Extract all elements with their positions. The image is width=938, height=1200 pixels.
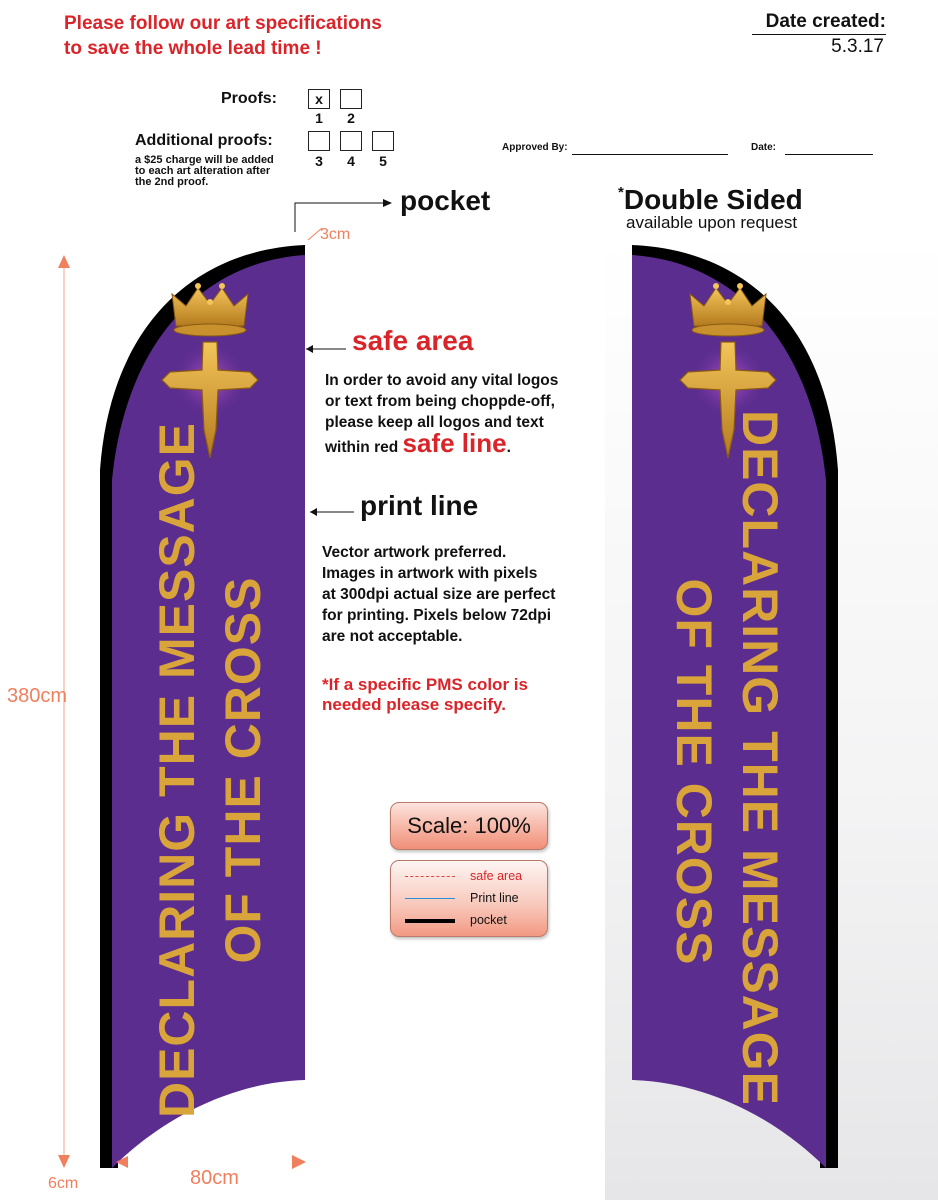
additional-note-line1: a $25 charge will be added (135, 154, 274, 166)
legend-pocket-label: pocket (470, 913, 507, 927)
print-text-line1: Vector artwork preferred. (322, 544, 507, 561)
safe-area-callout: safe area (352, 325, 474, 356)
date-created-value: 5.3.17 (831, 36, 884, 57)
double-sided-title: Double Sided (623, 184, 803, 215)
print-text-line3: at 300dpi actual size are perfect (322, 586, 556, 603)
pocket-arrow-icon (383, 199, 392, 207)
double-sided-asterisk: * (618, 184, 624, 201)
additional-proofs-label: Additional proofs: (135, 132, 273, 149)
proof-number-2: 2 (347, 110, 355, 126)
left-flag-line2: OF THE CROSS (215, 576, 271, 964)
art-spec-note-line2: to save the whole lead time ! (64, 38, 322, 59)
approved-by-label: Approved By: (502, 142, 568, 153)
proofs-label: Proofs: (221, 90, 277, 107)
safe-text-line1: In order to avoid any vital logos (325, 372, 559, 389)
proof-checkbox-1[interactable]: x (308, 89, 330, 109)
additional-note-line3: the 2nd proof. (135, 176, 209, 188)
print-text-line4: for printing. Pixels below 72dpi (322, 607, 552, 624)
proof-number-3: 3 (315, 153, 323, 169)
width-arrow-right (292, 1155, 306, 1169)
legend-print-line-label: Print line (470, 891, 519, 905)
scale-badge: Scale: 100% (390, 802, 548, 850)
height-arrow-top (58, 255, 70, 268)
art-spec-note-line1: Please follow our art specifications (64, 13, 382, 34)
legend-pocket-swatch (405, 919, 455, 923)
legend-print-line-swatch (405, 898, 455, 899)
pms-line2: needed please specify. (322, 695, 506, 714)
right-flag-line2: OF THE CROSS (666, 578, 722, 966)
bottom-dimension-label: 6cm (48, 1175, 79, 1192)
height-arrow-bottom (58, 1155, 70, 1168)
approval-date-label: Date: (751, 142, 777, 153)
additional-note-line2: to each art alteration after (135, 165, 271, 177)
safe-text-line4-row (325, 428, 595, 458)
print-text-line5: are not acceptable. (322, 628, 463, 645)
legend-safe-area-swatch (405, 876, 455, 877)
print-line-description (322, 542, 592, 647)
date-created-label: Date created: (752, 11, 886, 35)
height-dimension-label: 380cm (7, 685, 68, 707)
double-sided-subtitle: available upon request (626, 213, 798, 232)
proof-number-4: 4 (347, 153, 355, 169)
pocket-callout: pocket (400, 185, 491, 216)
pocket-dimension: 3cm (320, 226, 351, 243)
safe-line-emphasis: safe line (402, 428, 507, 458)
proof-number-5: 5 (379, 153, 387, 169)
safe-text-line2: or text from being choppde-off, (325, 393, 555, 410)
print-line-arrow-icon (310, 508, 317, 516)
print-text-line2: Images in artwork with pixels (322, 565, 538, 582)
pms-note (322, 675, 528, 715)
safe-text-line4: within red (325, 439, 399, 456)
right-flag-line1: DECLARING THE MESSAGE (732, 409, 788, 1107)
legend-safe-area-label: safe area (470, 869, 523, 883)
safe-text-period: . (506, 439, 511, 456)
pms-line1: *If a specific PMS color is (322, 675, 528, 694)
legend-box (390, 860, 548, 937)
safe-text-line3: please keep all logos and text (325, 414, 544, 431)
safe-area-arrow-icon (306, 345, 313, 353)
width-dimension-label: 80cm (190, 1167, 239, 1189)
print-line-callout: print line (360, 490, 479, 521)
left-flag-line1: DECLARING THE MESSAGE (149, 421, 205, 1119)
safe-area-description (325, 370, 595, 458)
proof-number-1: 1 (315, 110, 323, 126)
